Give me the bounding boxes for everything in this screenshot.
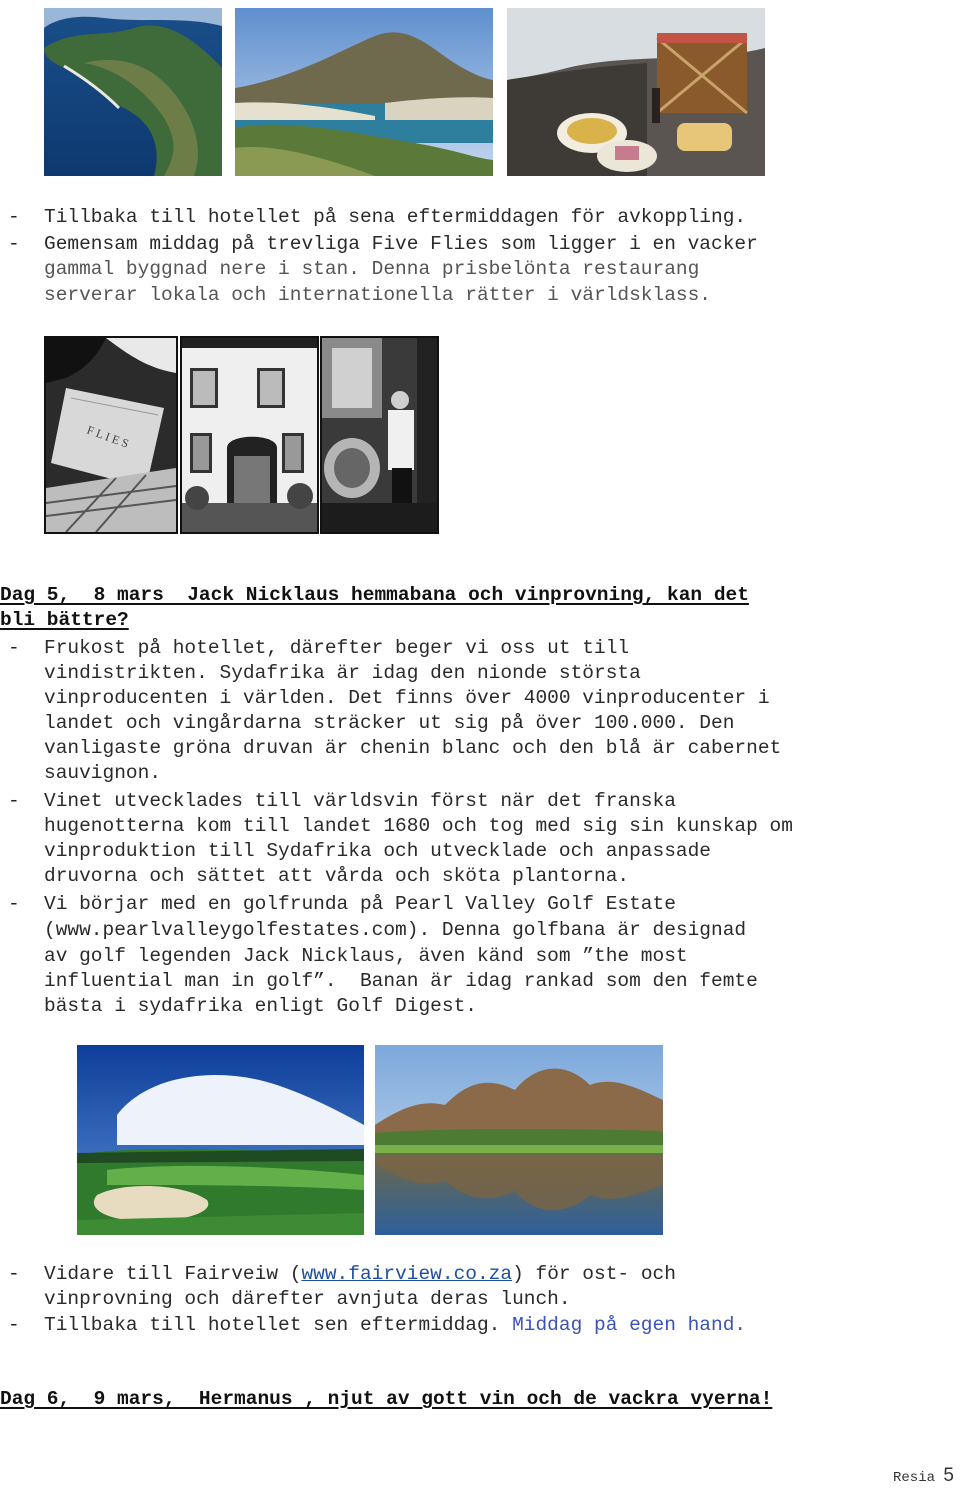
bullet-dash: - — [8, 233, 20, 255]
day6-heading: Dag 6, 9 mars, Hermanus , njut av gott vin och de vackra vyerna! — [0, 1388, 773, 1410]
bullet-dash: - — [8, 1314, 20, 1336]
day5-heading-line1: Dag 5, 8 mars Jack Nicklaus hemmabana och vinprovning, kan det — [0, 584, 749, 606]
photo-golf-course-bunker — [77, 1045, 364, 1235]
photo-bay-and-mountain — [235, 8, 493, 176]
svg-text:F L I E S: F L I E S — [84, 422, 131, 451]
fairview-line — [44, 1262, 676, 1287]
footer-label: Resia — [893, 1470, 944, 1486]
text-line: Vinet utvecklades till världsvin först när det franska — [44, 790, 676, 812]
photo-cape-point-aerial — [44, 8, 222, 176]
text-line: sauvignon. — [44, 762, 162, 784]
photo-historic-building — [180, 336, 319, 534]
dinner-line — [44, 1313, 746, 1338]
text-line: Vi börjar med en golfrunda på Pearl Valley Golf Estate — [44, 893, 676, 915]
text-line: vanligaste gröna druvan är chenin blanc och den blå är cabernet — [44, 737, 782, 759]
own-dinner-text: Middag på egen hand. — [512, 1314, 747, 1336]
photo-chef-in-kitchen — [320, 336, 439, 534]
page-number: 5 — [943, 1465, 954, 1486]
bullet-dash: - — [8, 1263, 20, 1285]
bullet-dash: - — [8, 637, 20, 659]
bullet-dash: - — [8, 790, 20, 812]
day5-heading-line2: bli bättre? — [0, 609, 129, 631]
photo-picnic-basket — [507, 8, 765, 176]
text-line: vinprovning och därefter avnjuta deras lunch. — [44, 1288, 571, 1310]
page-footer — [893, 1466, 954, 1488]
fairview-text-after: ) för ost- och — [512, 1263, 676, 1285]
text-line: av golf legenden Jack Nicklaus, även känd som ”the most — [44, 945, 688, 967]
text-line: landet och vingårdarna sträcker ut sig på över 100.000. Den — [44, 712, 735, 734]
bullet-dash: - — [8, 206, 20, 228]
bullet-dash: - — [8, 893, 20, 915]
text-line: vinproduktion till Sydafrika och utvecklade och anpassade — [44, 840, 712, 862]
text-line: Tillbaka till hotellet på sena eftermiddagen för avkoppling. — [44, 206, 747, 228]
text-line: gammal byggnad nere i stan. Denna prisbelönta restaurang — [44, 258, 700, 280]
fairview-text-before: Vidare till Fairveiw ( — [44, 1263, 302, 1285]
photo-five-flies-sign — [44, 336, 178, 534]
text-line: vindistrikten. Sydafrika är idag den nionde största — [44, 662, 641, 684]
text-line: serverar lokala och internationella rätter i världsklass. — [44, 284, 712, 306]
text-line: Gemensam middag på trevliga Five Flies som ligger i en vacker — [44, 233, 758, 255]
text-line: influential man in golf”. Banan är idag rankad som den femte — [44, 970, 758, 992]
photo-golf-lake-mountains — [375, 1045, 663, 1235]
text-line: hugenotterna kom till landet 1680 och tog med sig sin kunskap om — [44, 815, 793, 837]
text-line: Frukost på hotellet, därefter beger vi oss ut till — [44, 637, 630, 659]
text-line: druvorna och sättet att vårda och sköta plantorna. — [44, 865, 630, 887]
text-line: (www.pearlvalleygolfestates.com). Denna golfbana är designad — [44, 919, 747, 941]
fairview-link[interactable]: www.fairview.co.za — [301, 1263, 513, 1285]
text-line: vinproducenten i världen. Det finns över 4000 vinproducenter i — [44, 687, 770, 709]
return-text: Tillbaka till hotellet sen eftermiddag. — [44, 1314, 513, 1336]
text-line: bästa i sydafrika enligt Golf Digest. — [44, 995, 477, 1017]
